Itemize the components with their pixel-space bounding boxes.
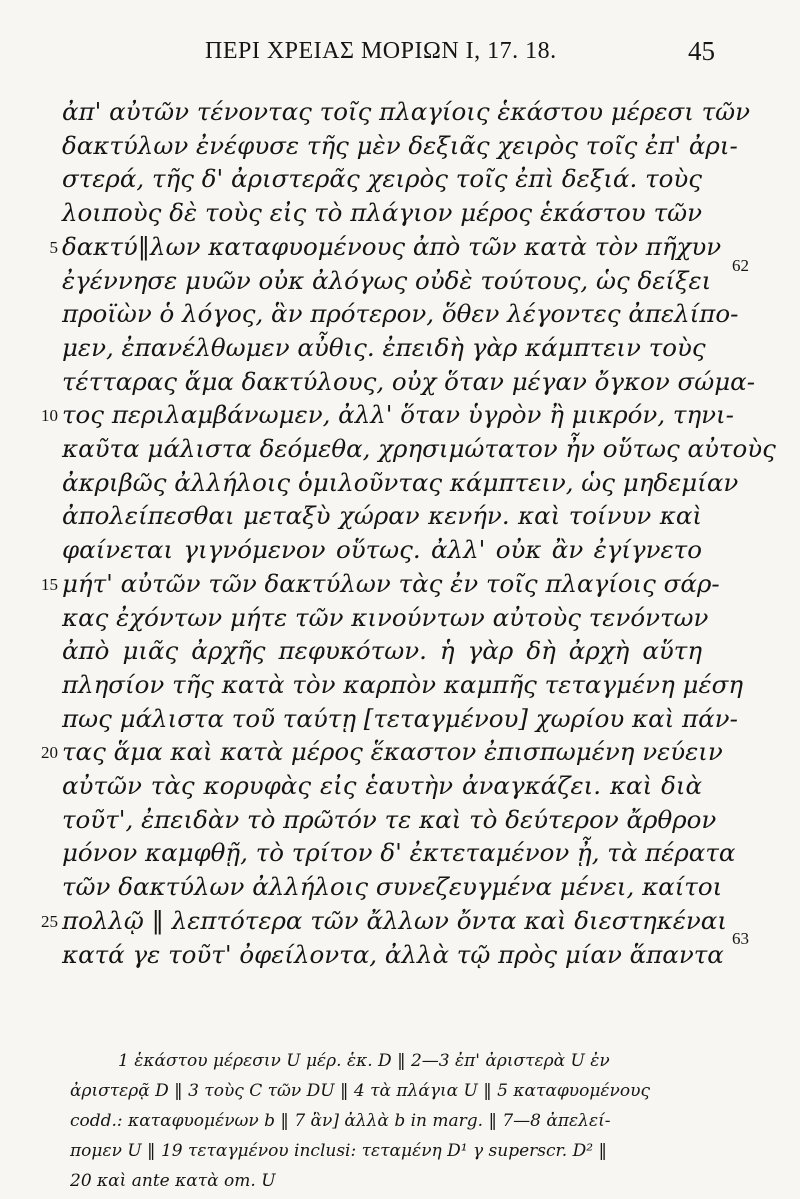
apparatus-criticus	[70, 1046, 730, 1196]
margin-reference: 63	[732, 929, 749, 948]
text-line: τος περιλαμβάνωμεν, ἀλλ' ὅταν ὑγρὸν ἢ μικρόν, τηνι-	[62, 400, 734, 430]
text-line: μεν, ἐπανέλθωμεν αὖθις. ἐπειδὴ γὰρ κάμπτειν τοὺς	[62, 332, 706, 362]
text-line: δακτύ‖λων καταφυομένους ἀπὸ τῶν κατὰ τὸν πῆχυν	[62, 231, 722, 261]
footnote-line: ἀριστερᾷ D ‖ 3 τοὺς C τῶν DU ‖ 4 τὰ πλάγια U ‖ 5 καταφυομένους	[70, 1081, 650, 1101]
text-line: λοιποὺς δὲ τοὺς εἰς τὸ πλάγιον μέρος ἑκάστου τῶν	[62, 198, 702, 228]
footnote-line: codd.: καταφυομένων b ‖ 7 ἃν] ἀλλὰ b in marg. ‖ 7—8 ἀπελεί-	[70, 1111, 611, 1131]
line-number: 5	[49, 237, 58, 257]
text-line: καῦτα μάλιστα δεόμεθα, χρησιμώτατον ἦν οὕτως αὐτοὺς	[62, 434, 776, 463]
page-number: 45	[688, 36, 715, 66]
text-line: τέτταρας ἅμα δακτύλους, οὐχ ὅταν μέγαν ὄγκον σώμα-	[62, 366, 755, 396]
line-number: 20	[41, 743, 58, 763]
text-line: τας ἅμα καὶ κατὰ μέρος ἕκαστον ἐπισπωμένη νεύειν	[62, 737, 723, 767]
running-head: ΠΕΡΙ ΧΡΕΙΑΣ ΜΟΡΙΩΝ Ι, 17. 18.	[205, 38, 557, 64]
text-line: ἐγέννησε μυῶν οὐκ ἀλόγως οὐδὲ τούτους, ὡς δείξει	[62, 265, 712, 295]
text-line: τοῦτ', ἐπειδὰν τὸ πρῶτόν τε καὶ τὸ δεύτερον ἄρθρον	[62, 804, 717, 834]
text-line: δακτύλων ἐνέφυσε τῆς μὲν δεξιᾶς χειρὸς τοῖς ἐπ' ἀρι-	[62, 130, 738, 160]
text-line: ἀπ' αὐτῶν τένοντας τοῖς πλαγίοις ἑκάστου μέρεσι τῶν	[62, 97, 751, 126]
text-line: ἀπολείπεσθαι μεταξὺ χώραν κενήν. καὶ τοίνυν καὶ	[62, 501, 702, 531]
text-line: πλησίον τῆς κατὰ τὸν καρπὸν καμπῆς τεταγμένη μέση	[62, 669, 744, 699]
line-number: 15	[41, 574, 58, 594]
line-number: 10	[41, 406, 58, 426]
page-header	[0, 34, 800, 74]
text-line: ἀκριβῶς ἀλλήλοις ὁμιλοῦντας κάμπτειν, ὡς μηδεμίαν	[62, 467, 739, 497]
line-number: 25	[41, 911, 58, 931]
footnote-line: 20 καὶ ante κατὰ om. U	[70, 1171, 276, 1191]
text-line: μόνον καμφθῇ, τὸ τρίτον δ' ἐκτεταμένον ᾖ, τὰ πέρατα	[62, 838, 736, 868]
footnote-line: 1 ἑκάστου μέρεσιν U μέρ. ἑκ. D ‖ 2—3 ἐπ' ἀριστερὰ U ἐν	[118, 1051, 610, 1071]
footnote-line: πομεν U ‖ 19 τεταγμένου inclusi: τεταμένη D¹ γ superscr. D² ‖	[70, 1141, 607, 1161]
text-line: στερά, τῆς δ' ἀριστερᾶς χειρὸς τοῖς ἐπὶ δεξιά. τοὺς	[62, 164, 702, 194]
text-line: μήτ' αὐτῶν τῶν δακτύλων τὰς ἐν τοῖς πλαγίοις σάρ-	[62, 568, 720, 598]
text-line: πολλῷ ‖ λεπτότερα τῶν ἄλλων ὄντα καὶ διεστηκέναι	[62, 905, 727, 935]
margin-reference: 62	[732, 256, 749, 275]
text-line: τῶν δακτύλων ἀλλήλοις συνεζευγμένα μένει, καίτοι	[62, 872, 723, 902]
text-line: προϊὼν ὁ λόγος, ἃν πρότερον, ὅθεν λέγοντες ἀπελίπο-	[62, 299, 739, 329]
text-line: αὐτῶν τὰς κορυφὰς εἰς ἑαυτὴν ἀναγκάζει. καὶ διὰ	[62, 771, 702, 800]
text-line: φαίνεται γιγνόμενον οὕτως. ἀλλ' οὐκ ἂν ἐγίγνετο	[62, 535, 702, 565]
text-line: πως μάλιστα τοῦ ταύτῃ [τεταγμένου] χωρίου καὶ πάν-	[62, 703, 738, 733]
text-line: ἀπὸ μιᾶς ἀρχῆς πεφυκότων. ἡ γὰρ δὴ ἀρχὴ αὕτη	[62, 636, 702, 666]
text-line: κας ἐχόντων μήτε τῶν κινούντων αὐτοὺς τενόντων	[62, 602, 709, 632]
text-line: κατά γε τοῦτ' ὀφείλοντα, ἀλλὰ τῷ πρὸς μίαν ἅπαντα	[62, 939, 724, 969]
